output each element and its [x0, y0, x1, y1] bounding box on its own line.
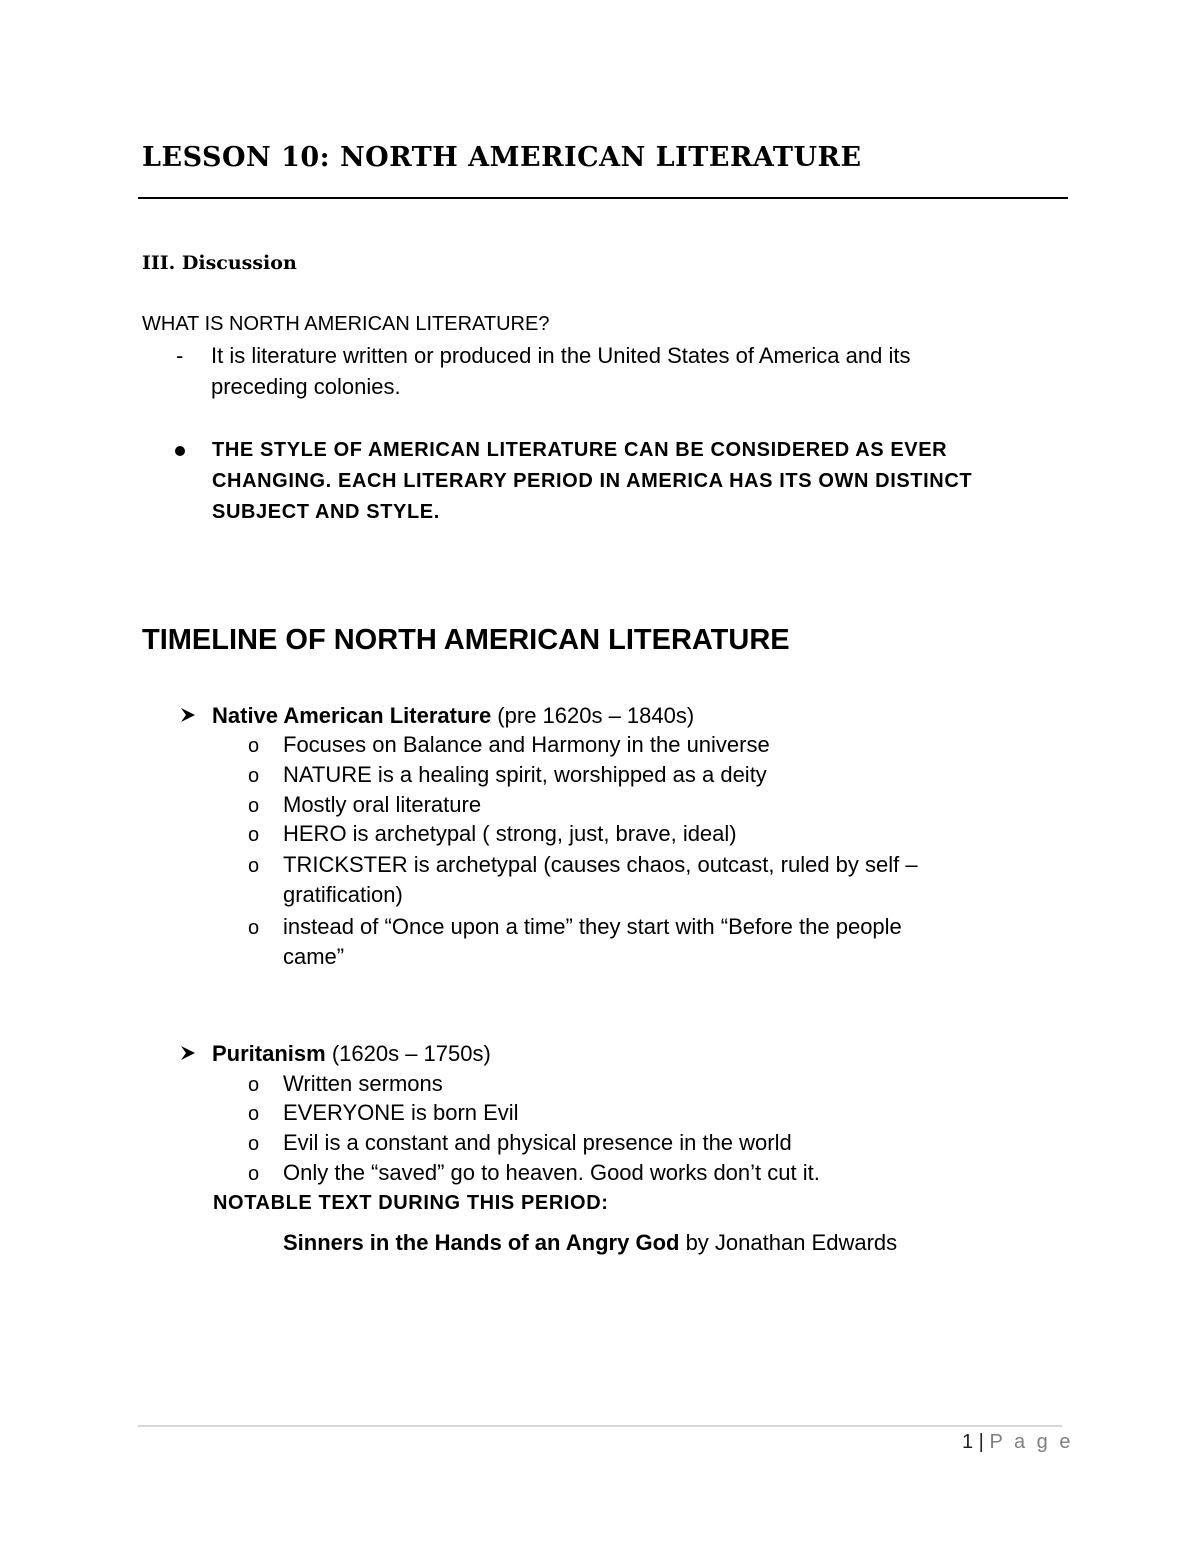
list-marker-icon: o: [248, 1103, 260, 1125]
notable-text: [283, 1228, 897, 1258]
list-item: Written sermons: [283, 1071, 443, 1096]
list-marker-icon: o: [248, 824, 260, 846]
notable-author: by Jonathan Edwards: [679, 1230, 898, 1255]
period-native-american: [212, 701, 694, 731]
style-bullet-line-1: THE STYLE OF AMERICAN LITERATURE CAN BE CONSIDERED AS EVER: [212, 439, 948, 461]
arrow-bullet-icon: [178, 705, 198, 730]
list-marker-icon: o: [248, 765, 260, 787]
arrow-bullet-icon: [178, 1043, 198, 1068]
section-label: III. Discussion: [142, 252, 297, 274]
list-marker-icon: o: [248, 855, 260, 877]
bullet-icon: [175, 446, 185, 456]
list-marker-icon: o: [248, 1074, 260, 1096]
page-word: P a g e: [989, 1431, 1074, 1453]
question-heading: WHAT IS NORTH AMERICAN LITERATURE?: [142, 313, 550, 335]
notable-title: Sinners in the Hands of an Angry God: [283, 1230, 680, 1255]
list-marker-icon: o: [248, 1163, 260, 1185]
timeline-heading: TIMELINE OF NORTH AMERICAN LITERATURE: [142, 624, 790, 656]
page-title: LESSON 10: NORTH AMERICAN LITERATURE: [142, 142, 862, 173]
list-item: EVERYONE is born Evil: [283, 1100, 519, 1125]
list-item: HERO is archetypal ( strong, just, brave, ideal): [283, 821, 737, 846]
notable-text-label: NOTABLE TEXT DURING THIS PERIOD:: [213, 1192, 609, 1214]
list-item: Only the “saved” go to heaven. Good works don’t cut it.: [283, 1160, 820, 1185]
list-marker-icon: o: [248, 735, 260, 757]
list-marker-icon: o: [248, 917, 260, 939]
list-item: Mostly oral literature: [283, 792, 482, 817]
list-item: TRICKSTER is archetypal (causes chaos, outcast, ruled by self –: [283, 852, 918, 877]
period-puritanism: [212, 1039, 491, 1069]
page-number: 1: [962, 1431, 974, 1453]
period-name: Puritanism: [212, 1041, 326, 1066]
answer-line-1: It is literature written or produced in the United States of America and its: [211, 343, 911, 368]
list-item-continuation: gratification): [283, 882, 403, 907]
footer-divider: [138, 1425, 1062, 1427]
answer-line-2: preceding colonies.: [211, 374, 401, 399]
footer-separator: |: [973, 1431, 990, 1453]
list-marker-icon: o: [248, 795, 260, 817]
style-bullet-line-2: CHANGING. EACH LITERARY PERIOD IN AMERICA HAS ITS OWN DISTINCT: [212, 470, 973, 492]
list-marker-icon: o: [248, 1133, 260, 1155]
period-dates: (pre 1620s – 1840s): [491, 703, 695, 728]
page-footer: [962, 1431, 1073, 1454]
list-item-continuation: came”: [283, 944, 345, 969]
list-item: Focuses on Balance and Harmony in the universe: [283, 732, 770, 757]
list-item: Evil is a constant and physical presence in the world: [283, 1130, 792, 1155]
style-bullet-line-3: SUBJECT AND STYLE.: [212, 501, 440, 523]
title-divider: [138, 197, 1068, 199]
period-dates: (1620s – 1750s): [325, 1041, 491, 1066]
period-name: Native American Literature: [212, 703, 492, 728]
list-item: NATURE is a healing spirit, worshipped as a deity: [283, 762, 767, 787]
dash-marker: -: [176, 343, 184, 368]
list-item: instead of “Once upon a time” they start with “Before the people: [283, 914, 902, 939]
